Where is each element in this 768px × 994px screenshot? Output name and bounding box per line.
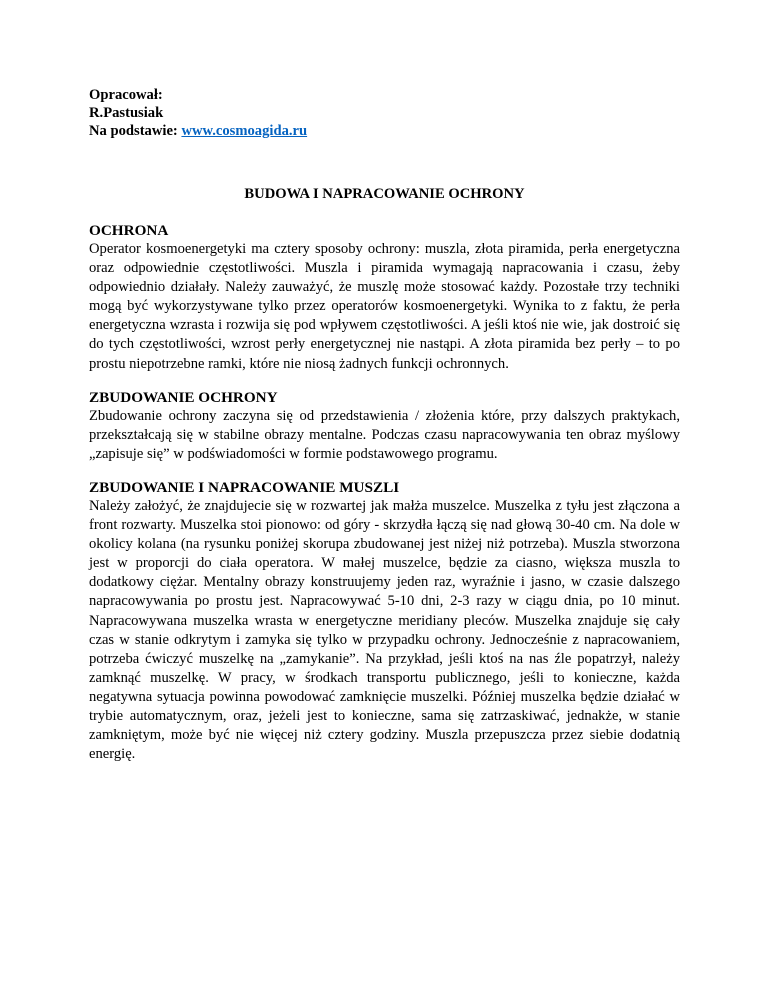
section-heading: ZBUDOWANIE I NAPRACOWANIE MUSZLI (89, 478, 400, 496)
section-paragraph: Należy założyć, że znajdujecie się w rozwartej jak małża muszelce. Muszelka z tyłu jest złączona a front rozwarty. Muszelka stoi pionowo: od góry - skrzydła łączą się nad głową 30-40 cm. Na dole w okolicy kolana (na rysunku poniżej skorupa zbudowanej jest niżej niż potrzeba). Muszla stworzona jest w proporcji do ciała operatora. W małej muszelce, będzie za ciasno, większa muszla to dodatkowy ciężar. Mentalny obrazy konstruujemy jeden raz, wyraźnie i jasno, w czasie dalszego napracowywania po prostu jest. Napracowywać 5-10 dni, 2-3 razy w ciągu dnia, po 10 minut. Napracowywana muszelka wrasta w energetyczne meridiany pleców. Muszelka znajduje się cały czas w stanie odkrytym i zamyka się tylko w przypadku ochrony. Jednocześnie z napracowaniem, potrzeba ćwiczyć muszelkę na „zamykanie”. Na przykład, jeśli ktoś na nas źle popatrzył, należy zamknąć muszelkę. W pracy, w środkach transportu publicznego, jeśli to konieczne, każda negatywna sytuacja powinna powodować zamknięcie muszelki. Później muszelka będzie działać w trybie automatycznym, oraz, jeżeli jest to konieczne, sama się zatrzaskiwać, jednakże, w stanie zamkniętym, może być nie więcej niż cztery godziny. Muszla przepuszcza przez siebie dodatnią energię. (89, 497, 680, 763)
section-paragraph: Zbudowanie ochrony zaczyna się od przedstawienia / złożenia które, przy dalszych praktykach, przekształcają się w stabilne obrazy mentalne. Podczas czasu napracowywania ten obraz myślowy „zapisuje się” w podświadomości w formie podstawowego programu. (89, 407, 680, 462)
section-ochrona (89, 221, 680, 374)
section-paragraph: Operator kosmoenergetyki ma cztery sposoby ochrony: muszla, złota piramida, perła energetyczna oraz odpowiednie częstotliwości. Muszla i piramida wymagają napracowania i czasu, żeby odpowiednio działały. Należy zauważyć, że muszlę może stosować każdy. Pozostałe trzy techniki mogą być wykorzystywane tylko przez operatorów kosmoenergetyki. Wynika to z faktu, że perła energetyczna wzrasta i rozwija się pod wpływem częstotliwości. A jeśli ktoś nie wie, jak dostroić się do tych częstotliwości, wzrost perły energetycznej nie nastąpi. A złota piramida bez perły – to po prostu niepotrzebne ramki, które nie niosą żadnych funkcji ochronnych. (89, 241, 680, 372)
prepared-by-label: Opracował: (89, 87, 163, 103)
document-title: BUDOWA I NAPRACOWANIE OCHRONY (244, 186, 525, 202)
author-name: R.Pastusiak (89, 105, 164, 121)
source-link[interactable]: www.cosmoagida.ru (181, 123, 308, 139)
source-line (89, 122, 680, 140)
source-label: Na podstawie: (89, 123, 182, 139)
document-page (89, 86, 680, 764)
section-zbudowanie-ochrony (89, 388, 680, 464)
section-heading: ZBUDOWANIE OCHRONY (89, 388, 278, 406)
section-heading: OCHRONA (89, 222, 169, 239)
section-muszla (89, 478, 680, 764)
